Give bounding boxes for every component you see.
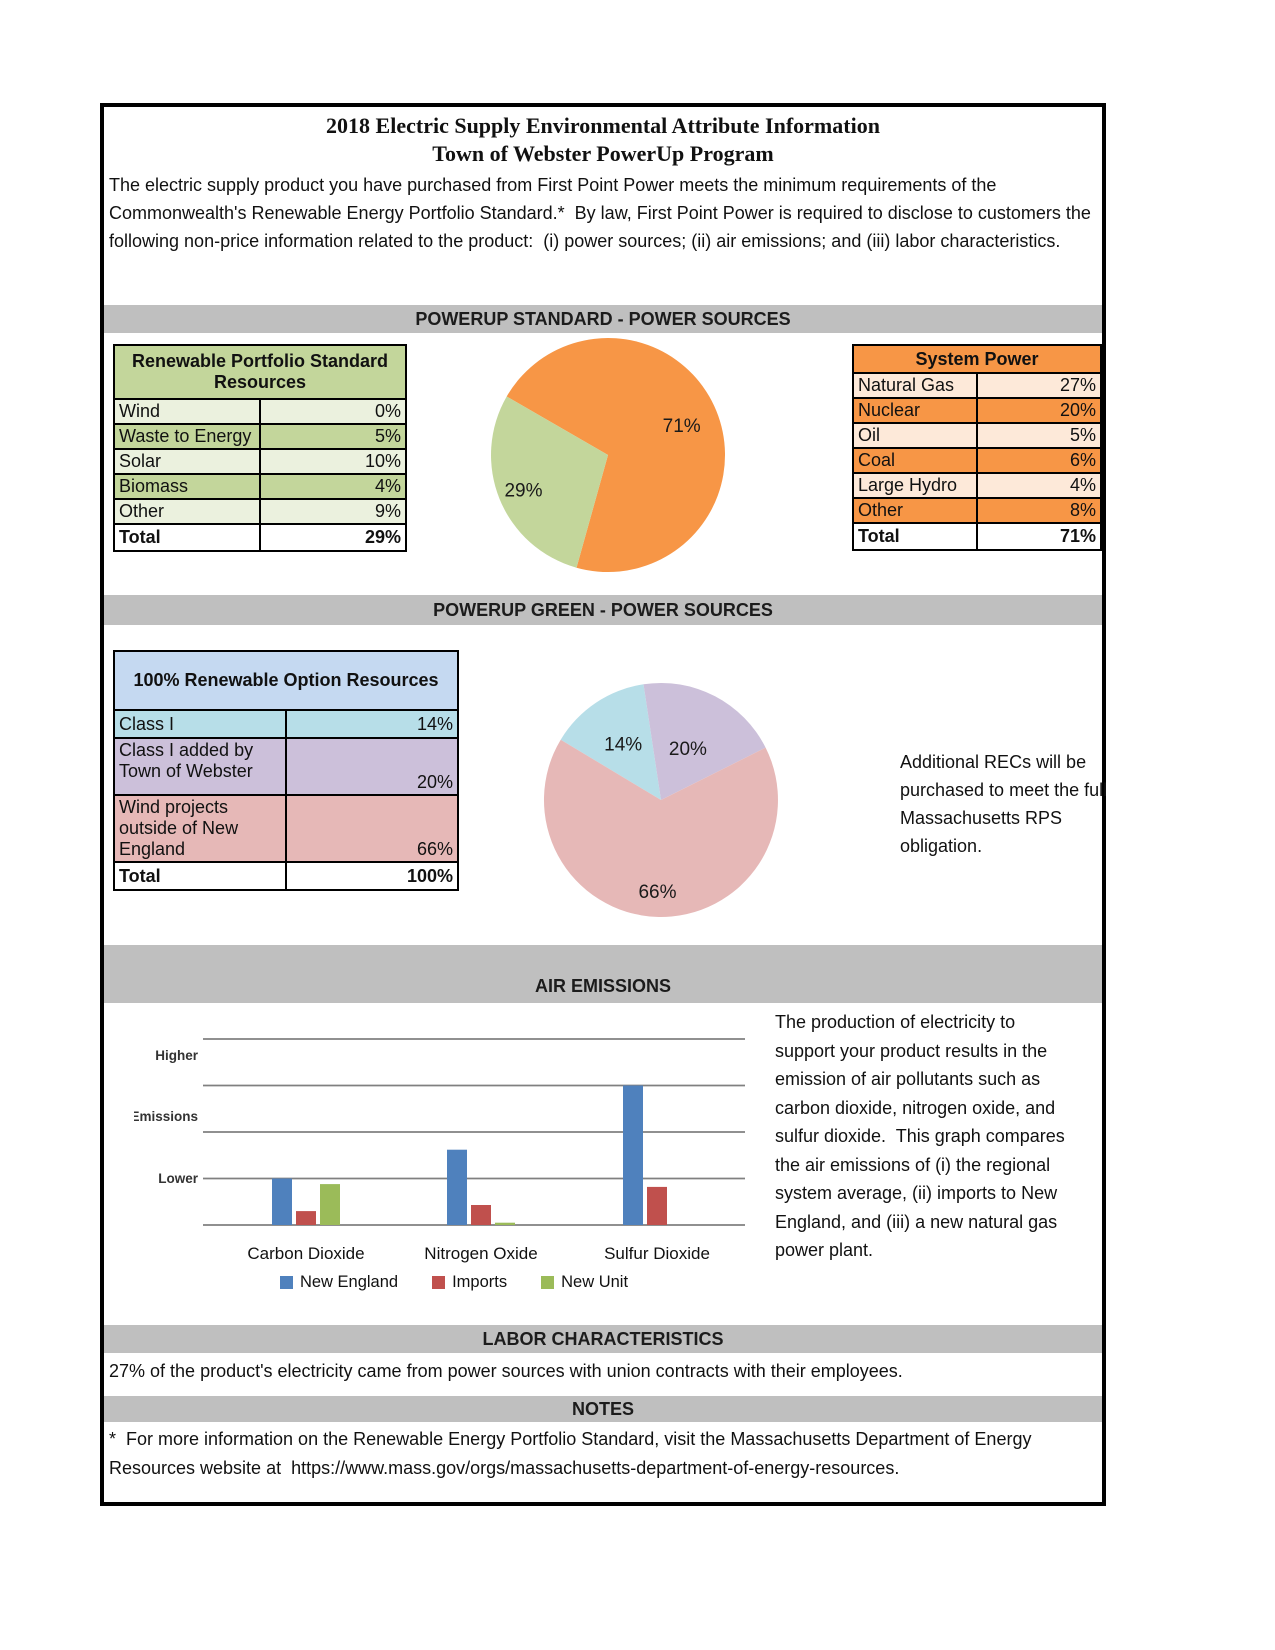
- renewable-row-label: Class I: [114, 710, 286, 738]
- banner-air-emissions: [104, 945, 1102, 1003]
- banner-powerup-green: POWERUP GREEN - POWER SOURCES: [104, 595, 1102, 625]
- x-category-label: Sulfur Dioxide: [604, 1244, 710, 1263]
- y-tick-label: Higher: [155, 1048, 198, 1063]
- legend-label: New Unit: [561, 1273, 629, 1291]
- bar-imports-0: [296, 1211, 316, 1225]
- renewable-total-label: Total: [114, 862, 286, 890]
- system-table-title: System Power: [853, 345, 1101, 373]
- system-row-value: 6%: [977, 448, 1101, 473]
- rps-row-label: Biomass: [114, 474, 260, 499]
- powerup-green-pie: [541, 680, 781, 920]
- legend-swatch-icon: [541, 1276, 554, 1289]
- rps-row-value: 0%: [260, 399, 406, 424]
- page-subtitle: Town of Webster PowerUp Program: [432, 141, 774, 166]
- bar-new-england-0: [272, 1179, 292, 1226]
- system-row-value: 27%: [977, 373, 1101, 398]
- recs-note: Additional RECs will be purchased to meet the full Massachusetts RPS obligation.: [900, 752, 1113, 856]
- rps-row-label: Waste to Energy: [114, 424, 260, 449]
- bar-imports-1: [471, 1205, 491, 1225]
- renewable-total-value: 100%: [286, 862, 458, 890]
- legend-item-imports: [432, 1273, 507, 1292]
- system-row-value: 8%: [977, 498, 1101, 523]
- pie-data-label: 66%: [638, 882, 677, 904]
- rps-row-value: 4%: [260, 474, 406, 499]
- rps-total-value: 29%: [260, 524, 406, 551]
- y-tick-label: Lower: [158, 1171, 198, 1186]
- system-total-value: 71%: [977, 523, 1101, 550]
- system-row-label: Natural Gas: [853, 373, 977, 398]
- bar-new-england-1: [447, 1150, 467, 1225]
- renewable-row-value: 20%: [286, 738, 458, 795]
- banner-air-emissions-label: AIR EMISSIONS: [534, 976, 672, 996]
- labor-text: 27% of the product's electricity came from power sources with union contracts with their employees.: [109, 1361, 903, 1381]
- banner-notes: NOTES: [104, 1396, 1102, 1422]
- rps-row-label: Solar: [114, 449, 260, 474]
- legend-label: New England: [299, 1273, 399, 1291]
- renewable-row-value: 14%: [286, 710, 458, 738]
- system-row-label: Other: [853, 498, 977, 523]
- system-total-label: Total: [853, 523, 977, 550]
- rps-table-title: Renewable Portfolio Standard Resources: [114, 345, 406, 399]
- legend-swatch-icon: [432, 1276, 445, 1289]
- bar-new-unit-0: [320, 1184, 340, 1225]
- bar-new-england-2: [623, 1086, 643, 1226]
- y-tick-label: Emissions: [134, 1109, 198, 1124]
- rps-total-label: Total: [114, 524, 260, 551]
- rps-row-label: Other: [114, 499, 260, 524]
- air-emissions-description: The production of electricity to support your product results in the emission of air pollutants such as carbon dioxide, nitrogen oxide, and sulfur dioxide. This graph compares the air emissions of (i) the regional system average, (ii) imports to New England, and (iii) a new natural gas power plant.: [775, 1012, 1070, 1260]
- pie-data-label: 14%: [604, 734, 643, 756]
- banner-labor-characteristics: LABOR CHARACTERISTICS: [104, 1325, 1102, 1353]
- air-emissions-plot: [134, 1007, 754, 1269]
- powerup-standard-pie: [488, 335, 728, 575]
- rps-table: [113, 344, 407, 552]
- pie-data-label: 29%: [504, 480, 543, 502]
- page-title: 2018 Electric Supply Environmental Attribute Information: [326, 113, 880, 138]
- rps-row-value: 5%: [260, 424, 406, 449]
- pie-data-label: 71%: [662, 415, 701, 437]
- x-category-label: Nitrogen Oxide: [424, 1244, 538, 1263]
- renewable-row-label: Class I added by Town of Webster: [114, 738, 286, 795]
- renewable-option-table: [113, 650, 459, 891]
- rps-row-label: Wind: [114, 399, 260, 424]
- legend-label: Imports: [452, 1273, 508, 1291]
- system-row-label: Oil: [853, 423, 977, 448]
- renewable-row-value: 66%: [286, 795, 458, 862]
- system-power-table: [852, 344, 1102, 551]
- notes-text: * For more information on the Renewable Energy Portfolio Standard, visit the Massachusetts Department of Energy Resources website at https://www.mass.gov/orgs/massachusetts-department-of-energy-resources.: [109, 1429, 1037, 1478]
- pie-data-label: 20%: [668, 739, 707, 761]
- intro-paragraph: The electric supply product you have purchased from First Point Power meets the minimum requirements of the Commonwealth's Renewable Energy Portfolio Standard.* By law, First Point Power is required to disclose to customers the following non-price information related to the product: (i) power sources; (ii) air emissions; and (iii) labor characteristics.: [109, 175, 1096, 251]
- rps-row-value: 10%: [260, 449, 406, 474]
- banner-powerup-standard: POWERUP STANDARD - POWER SOURCES: [104, 305, 1102, 333]
- legend-swatch-icon: [280, 1276, 293, 1289]
- renewable-table-title: 100% Renewable Option Resources: [114, 651, 458, 710]
- rps-row-value: 9%: [260, 499, 406, 524]
- legend-item-new-unit: [541, 1273, 628, 1292]
- system-row-value: 5%: [977, 423, 1101, 448]
- air-emissions-legend: [174, 1273, 734, 1292]
- legend-item-new-england: [280, 1273, 398, 1292]
- document-frame: [100, 103, 1113, 1506]
- x-category-label: Carbon Dioxide: [247, 1244, 365, 1263]
- air-emissions-chart: [134, 1007, 754, 1307]
- system-row-value: 4%: [977, 473, 1101, 498]
- system-row-label: Coal: [853, 448, 977, 473]
- system-row-label: Large Hydro: [853, 473, 977, 498]
- bar-new-unit-1: [495, 1223, 515, 1225]
- bar-imports-2: [647, 1187, 667, 1225]
- renewable-row-label: Wind projects outside of New England: [114, 795, 286, 862]
- system-row-value: 20%: [977, 398, 1101, 423]
- system-row-label: Nuclear: [853, 398, 977, 423]
